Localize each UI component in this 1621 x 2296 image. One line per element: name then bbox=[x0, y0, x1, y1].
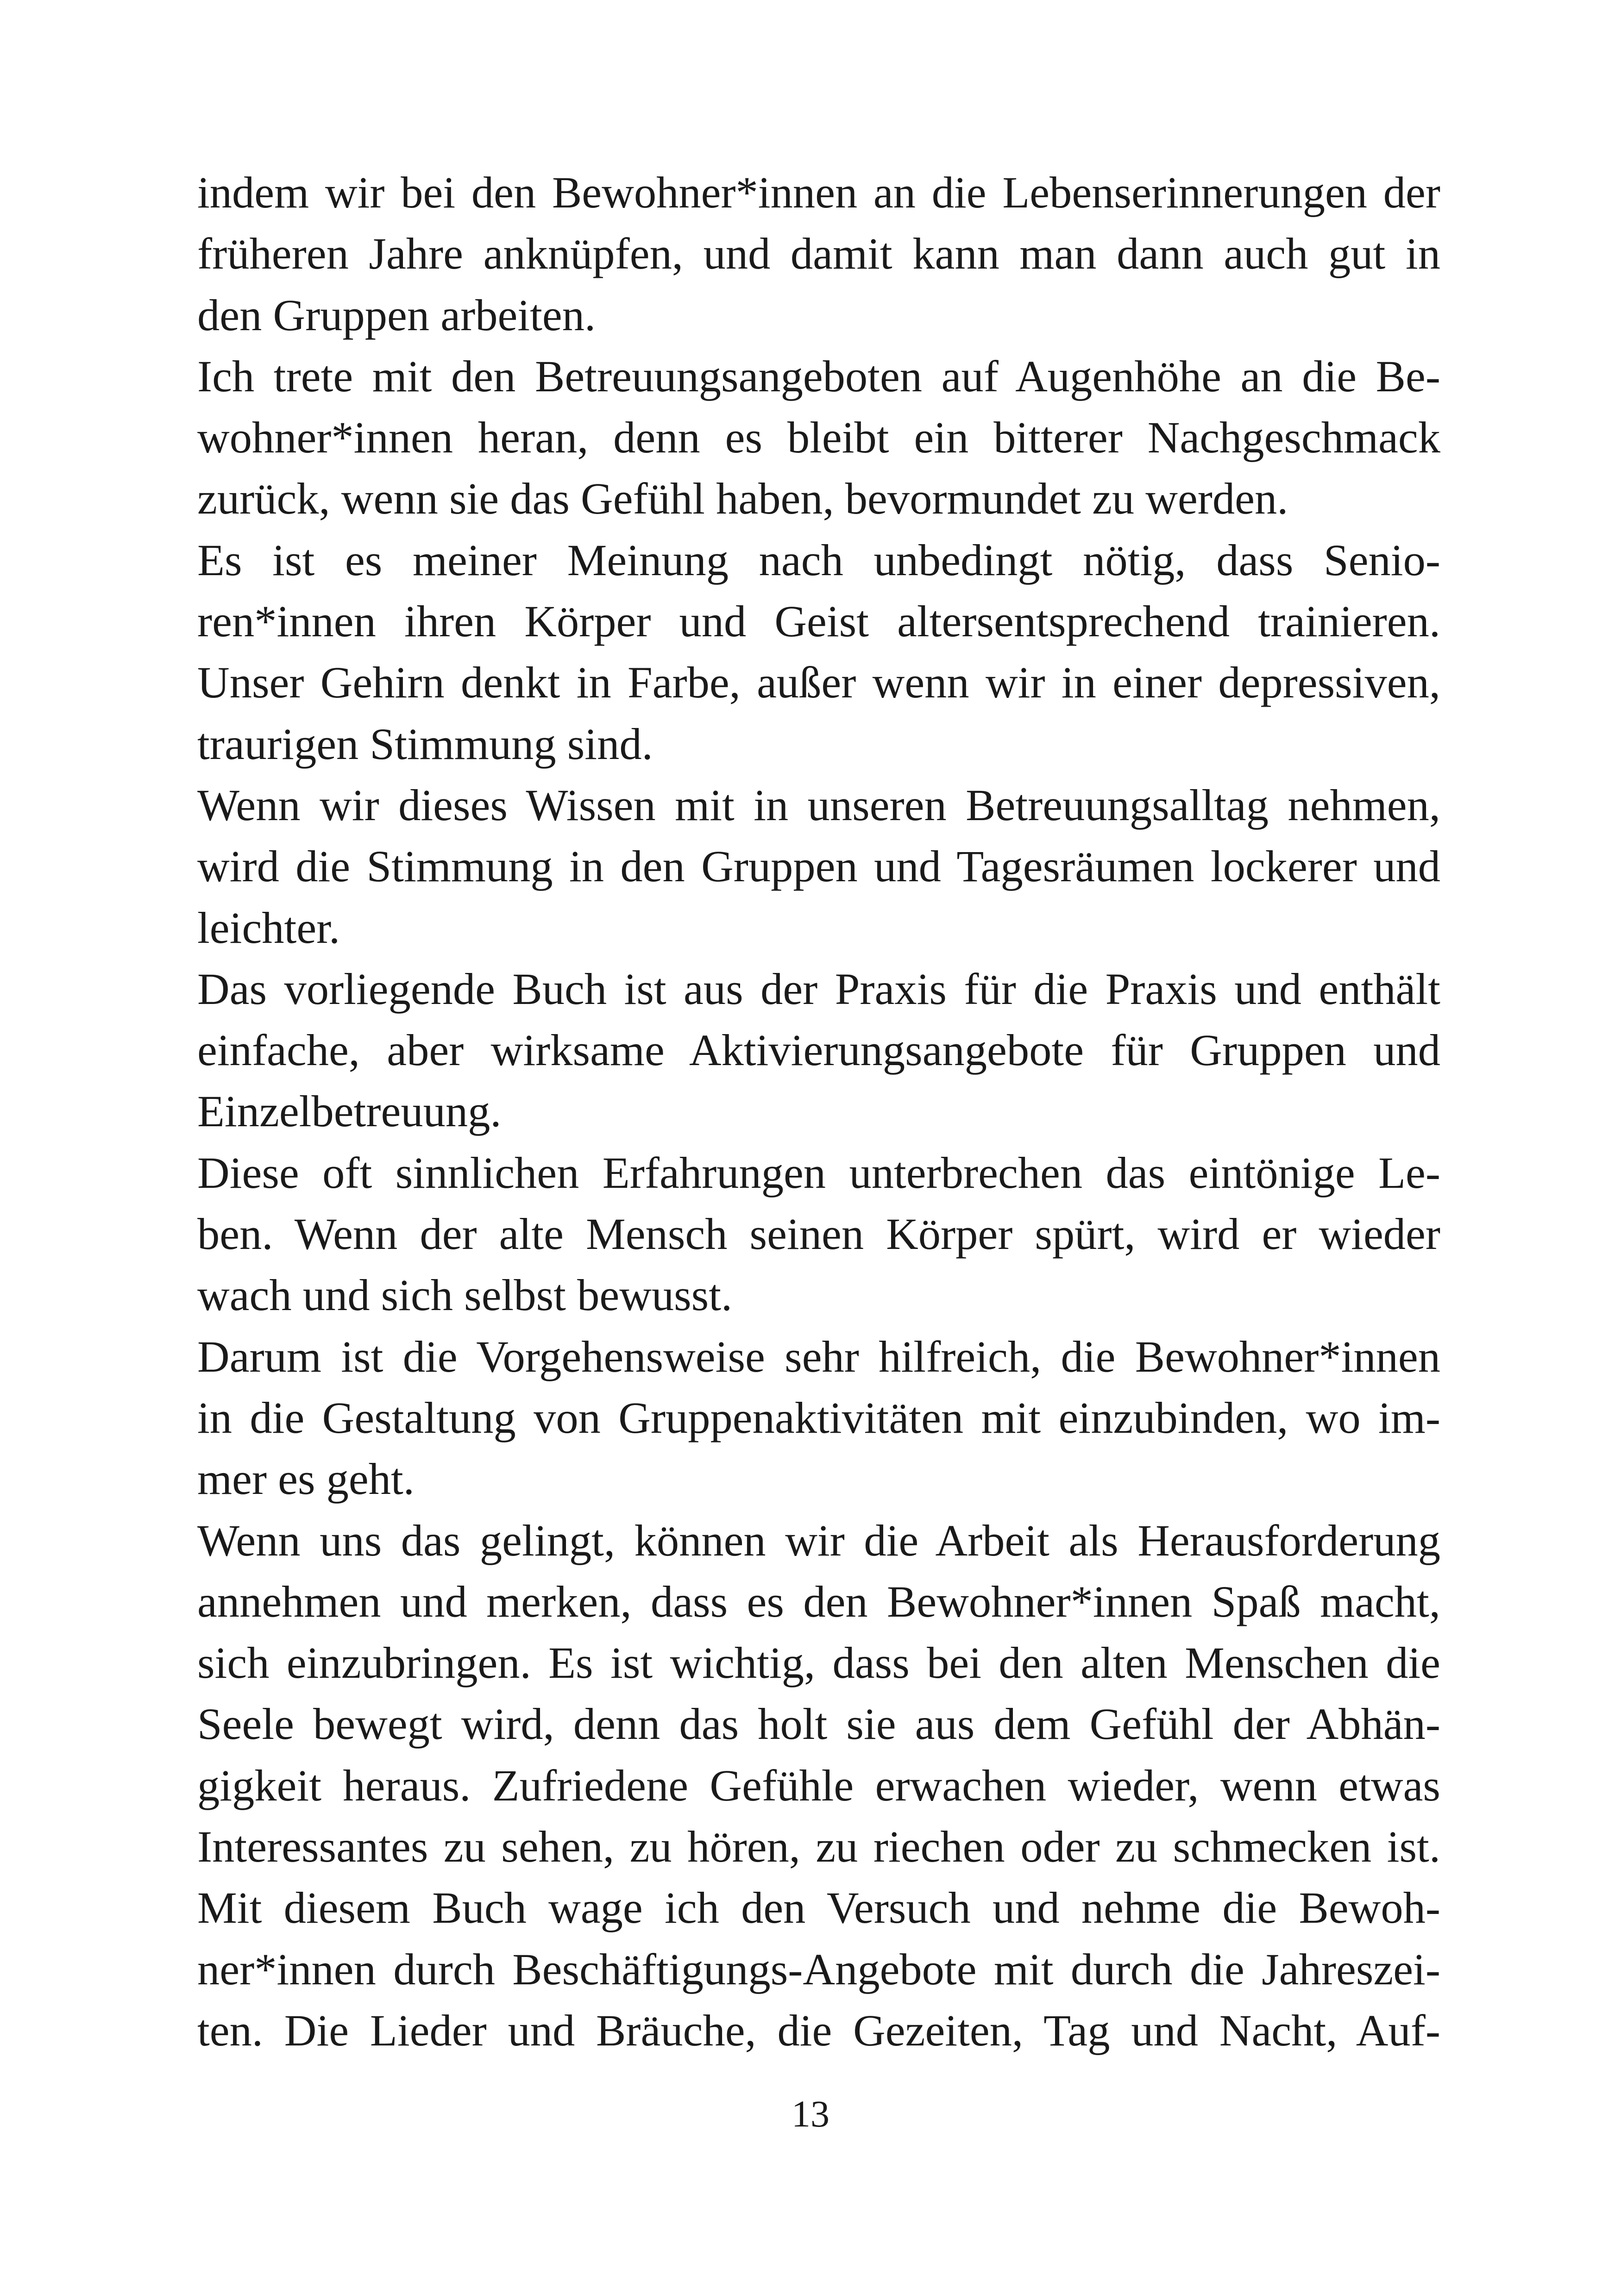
text-line: Es ist es meiner Meinung nach unbedingt nötig, dass Senio- bbox=[197, 535, 1440, 585]
text-line: Wenn uns das gelingt, können wir die Arbeit als Herausforderung bbox=[197, 1515, 1440, 1565]
text-line: zurück, wenn sie das Gefühl haben, bevormundet zu werden. bbox=[197, 474, 1288, 524]
text-line: wach und sich selbst bewusst. bbox=[197, 1270, 733, 1320]
text-line: traurigen Stimmung sind. bbox=[197, 719, 653, 769]
text-line: indem wir bei den Bewohner*innen an die Lebenserinnerungen der bbox=[197, 168, 1440, 217]
text-line: mer es geht. bbox=[197, 1454, 415, 1504]
text-line: Einzelbetreuung. bbox=[197, 1086, 502, 1136]
text-line: Wenn wir dieses Wissen mit in unseren Betreuungsalltag nehmen, bbox=[197, 780, 1440, 830]
text-line: Unser Gehirn denkt in Farbe, außer wenn wir in einer depressiven, bbox=[197, 658, 1440, 708]
text-line: Mit diesem Buch wage ich den Versuch und nehme die Bewoh- bbox=[197, 1883, 1440, 1933]
text-line: Seele bewegt wird, denn das holt sie aus dem Gefühl der Abhän- bbox=[197, 1699, 1440, 1749]
text-line: früheren Jahre anknüpfen, und damit kann man dann auch gut in bbox=[197, 229, 1440, 279]
text-line: Interessantes zu sehen, zu hören, zu riechen oder zu schmecken ist. bbox=[197, 1822, 1440, 1872]
text-line: ben. Wenn der alte Mensch seinen Körper spürt, wird er wieder bbox=[197, 1209, 1440, 1259]
body-text bbox=[197, 162, 1440, 2061]
text-line: in die Gestaltung von Gruppenaktivitäten mit einzubinden, wo im- bbox=[197, 1393, 1440, 1443]
text-line: wird die Stimmung in den Gruppen und Tagesräumen lockerer und bbox=[197, 841, 1440, 891]
page-number: 13 bbox=[792, 2093, 829, 2135]
text-line: leichter. bbox=[197, 903, 340, 953]
text-line: einfache, aber wirksame Aktivierungsangebote für Gruppen und bbox=[197, 1025, 1440, 1075]
text-line: sich einzubringen. Es ist wichtig, dass bei den alten Menschen die bbox=[197, 1638, 1440, 1688]
text-line: Das vorliegende Buch ist aus der Praxis für die Praxis und enthält bbox=[197, 964, 1440, 1014]
text-line: annehmen und merken, dass es den Bewohner*innen Spaß macht, bbox=[197, 1576, 1440, 1626]
text-line: den Gruppen arbeiten. bbox=[197, 290, 596, 340]
text-line: gigkeit heraus. Zufriedene Gefühle erwachen wieder, wenn etwas bbox=[197, 1760, 1440, 1810]
text-line: wohner*innen heran, denn es bleibt ein bitterer Nachgeschmack bbox=[197, 413, 1440, 463]
text-line: ten. Die Lieder und Bräuche, die Gezeiten, Tag und Nacht, Auf- bbox=[197, 2005, 1440, 2055]
text-line: Ich trete mit den Betreuungsangeboten auf Augenhöhe an die Be- bbox=[197, 351, 1440, 401]
text-line: Darum ist die Vorgehensweise sehr hilfreich, die Bewohner*innen bbox=[197, 1331, 1440, 1381]
text-line: Diese oft sinnlichen Erfahrungen unterbrechen das eintönige Le- bbox=[197, 1148, 1440, 1198]
text-line: ren*innen ihren Körper und Geist altersentsprechend trainieren. bbox=[197, 596, 1440, 646]
text-line: ner*innen durch Beschäftigungs-Angebote mit durch die Jahreszei- bbox=[197, 1944, 1440, 1994]
